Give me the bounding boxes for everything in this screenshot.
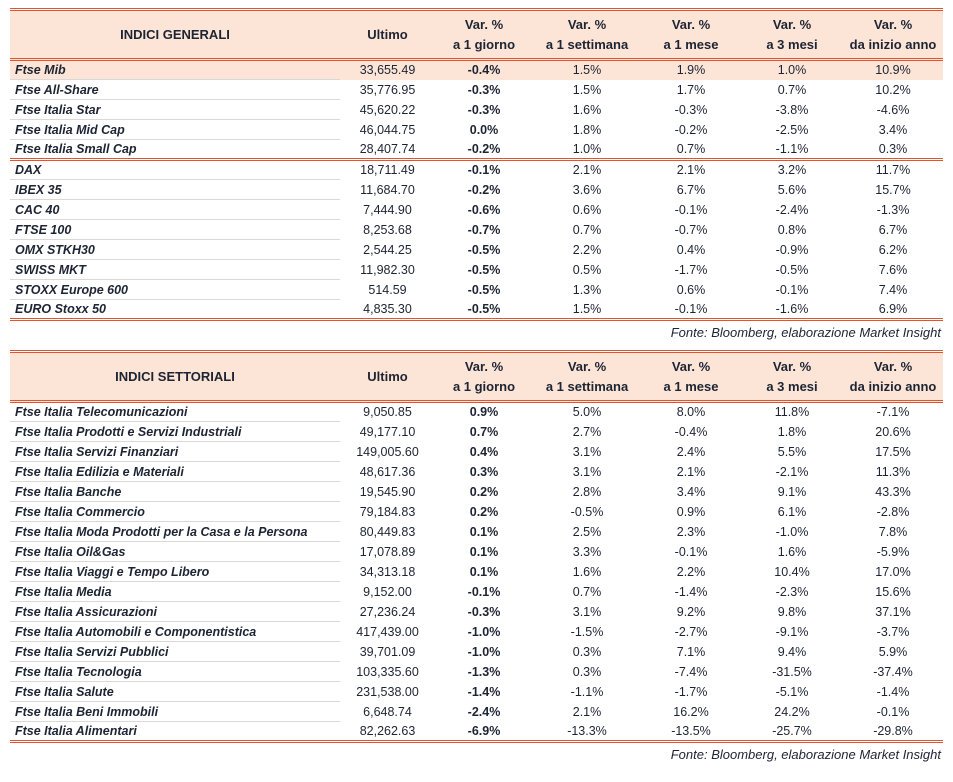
table-row	[10, 722, 943, 742]
index-name-cell: Ftse Italia Banche	[10, 482, 340, 502]
value-cell: 103,335.60	[356, 664, 419, 679]
value-cell: -1.0%	[775, 524, 809, 539]
value-cell: 231,538.00	[356, 684, 419, 699]
table-row	[10, 522, 943, 542]
value-cell: 49,177.10	[359, 424, 416, 439]
value-cell: 0.7%	[572, 584, 602, 599]
var-label: Var. %	[464, 359, 504, 374]
value-cell: 7.1%	[676, 644, 706, 659]
value-cell: -2.4%	[775, 202, 809, 217]
value-cell: -25.7%	[741, 722, 843, 742]
value-cell: 4,835.30	[340, 300, 435, 320]
table-title: INDICI GENERALI	[10, 10, 340, 60]
table-row	[10, 402, 943, 422]
value-cell: -1.5%	[570, 624, 604, 639]
value-cell: -2.4%	[467, 704, 501, 719]
value-cell: 0.6%	[572, 202, 602, 217]
value-cell: -0.1%	[876, 704, 910, 719]
value-cell: 33,655.49	[340, 60, 435, 80]
index-name-cell: Ftse Italia Oil&Gas	[10, 542, 340, 562]
value-cell: 1.6%	[572, 564, 602, 579]
value-cell: 9,152.00	[363, 584, 412, 599]
col-header-ultimo: Ultimo	[340, 352, 435, 402]
value-cell: 7.4%	[878, 282, 908, 297]
value-cell: -29.8%	[843, 722, 943, 742]
value-cell: 24.2%	[774, 704, 810, 719]
value-cell: 2,544.25	[363, 242, 412, 257]
value-cell: 3.1%	[572, 444, 602, 459]
value-cell: 11.8%	[774, 405, 810, 420]
value-cell: 1.3%	[572, 282, 602, 297]
value-cell: 2.2%	[676, 564, 706, 579]
value-cell: 9.2%	[676, 604, 706, 619]
col-header-var-ytd	[843, 10, 943, 60]
value-cell: -1.1%	[775, 141, 809, 156]
var-label: Var. %	[567, 359, 607, 374]
value-cell: 10.4%	[774, 564, 810, 579]
value-cell: 2.1%	[676, 464, 706, 479]
value-cell: -0.5%	[775, 262, 809, 277]
value-cell: 2.5%	[572, 524, 602, 539]
value-cell: 2.1%	[572, 704, 602, 719]
value-cell: -0.5%	[570, 504, 604, 519]
table-row	[10, 300, 943, 320]
index-name-cell: Ftse Italia Mid Cap	[10, 120, 340, 140]
value-cell: 37.1%	[875, 604, 911, 619]
table-row	[10, 602, 943, 622]
value-cell: -0.3%	[467, 82, 501, 97]
table-row	[10, 140, 943, 160]
value-cell: -2.5%	[775, 122, 809, 137]
value-cell: 2.1%	[641, 160, 741, 180]
value-cell: 3.1%	[572, 604, 602, 619]
value-cell: 0.2%	[469, 504, 499, 519]
value-cell: -0.5%	[467, 262, 501, 277]
table-row	[10, 462, 943, 482]
value-cell: 0.7%	[572, 222, 602, 237]
value-cell: -13.5%	[641, 722, 741, 742]
value-cell: -3.8%	[775, 102, 809, 117]
value-cell: 0.8%	[777, 222, 807, 237]
value-cell: 1.6%	[777, 544, 807, 559]
value-cell: -1.1%	[570, 684, 604, 699]
value-cell: -1.3%	[876, 202, 910, 217]
value-cell: -0.2%	[467, 182, 501, 197]
value-cell: 9.1%	[777, 484, 807, 499]
table-row	[10, 80, 943, 100]
col-header-ultimo: Ultimo	[340, 10, 435, 60]
header-row	[10, 10, 943, 60]
var-label: Var. %	[671, 17, 711, 32]
value-cell: -2.8%	[876, 504, 910, 519]
index-name-cell: Ftse Italia Edilizia e Materiali	[10, 462, 340, 482]
value-cell: 0.5%	[572, 262, 602, 277]
value-cell: 3.1%	[572, 464, 602, 479]
value-cell: 1.9%	[641, 60, 741, 80]
value-cell: 0.4%	[676, 242, 706, 257]
period-label: a 1 mese	[663, 378, 719, 394]
value-cell: -2.1%	[775, 464, 809, 479]
value-cell: 0.7%	[676, 141, 706, 156]
value-cell: 2.4%	[676, 444, 706, 459]
col-header-var-3m	[741, 10, 843, 60]
table-row	[10, 422, 943, 442]
table-row	[10, 482, 943, 502]
index-name-cell: Ftse Italia Media	[10, 582, 340, 602]
value-cell: 45,620.22	[359, 102, 416, 117]
value-cell: -0.3%	[467, 102, 501, 117]
value-cell: -4.6%	[876, 102, 910, 117]
index-name-cell: Ftse Italia Alimentari	[10, 722, 340, 742]
value-cell: 17,078.89	[359, 544, 416, 559]
index-name-cell: SWISS MKT	[10, 260, 340, 280]
value-cell: 9.4%	[777, 644, 807, 659]
index-name-cell: Ftse Italia Commercio	[10, 502, 340, 522]
value-cell: -0.9%	[775, 242, 809, 257]
value-cell: -0.3%	[674, 102, 708, 117]
value-cell: 9.8%	[777, 604, 807, 619]
table-row	[10, 682, 943, 702]
value-cell: -31.5%	[772, 664, 812, 679]
value-cell: 1.5%	[533, 60, 641, 80]
col-header-var-1m	[641, 10, 741, 60]
index-name-cell: IBEX 35	[10, 180, 340, 200]
value-cell: 3.4%	[878, 122, 908, 137]
value-cell: 17.0%	[875, 564, 911, 579]
col-header-var-1d	[435, 352, 533, 402]
value-cell: 28,407.74	[359, 141, 416, 156]
value-cell: 82,262.63	[340, 722, 435, 742]
value-cell: -0.5%	[467, 282, 501, 297]
value-cell: 0.3%	[572, 664, 602, 679]
value-cell: -1.0%	[467, 624, 501, 639]
table-row	[10, 442, 943, 462]
value-cell: 11.3%	[875, 464, 911, 479]
col-header-var-1w	[533, 10, 641, 60]
value-cell: 6.7%	[878, 222, 908, 237]
value-cell: 417,439.00	[356, 624, 419, 639]
index-name-cell: Ftse Italia Viaggi e Tempo Libero	[10, 562, 340, 582]
value-cell: 5.6%	[777, 182, 807, 197]
general-indices-header	[10, 10, 943, 60]
value-cell: -0.7%	[674, 222, 708, 237]
value-cell: 0.3%	[878, 141, 908, 156]
col-header-var-1w	[533, 352, 641, 402]
value-cell: -0.5%	[435, 300, 533, 320]
value-cell: 20.6%	[875, 424, 911, 439]
table-row	[10, 200, 943, 220]
value-cell: 5.0%	[572, 405, 602, 420]
value-cell: 1.5%	[572, 82, 602, 97]
value-cell: 16.2%	[673, 704, 709, 719]
value-cell: 1.8%	[777, 424, 807, 439]
index-name-cell: EURO Stoxx 50	[10, 300, 340, 320]
value-cell: -1.7%	[674, 262, 708, 277]
value-cell: -0.7%	[467, 222, 501, 237]
general-indices-table	[10, 8, 943, 321]
index-name-cell: Ftse Italia Tecnologia	[10, 662, 340, 682]
value-cell: 19,545.90	[359, 484, 416, 499]
value-cell: 18,711.49	[340, 160, 435, 180]
index-name-cell: CAC 40	[10, 200, 340, 220]
period-label: a 1 settimana	[545, 378, 629, 394]
value-cell: 0.4%	[469, 444, 499, 459]
period-label: a 1 settimana	[545, 36, 629, 52]
index-name-cell: OMX STKH30	[10, 240, 340, 260]
value-cell: 514.59	[368, 282, 407, 297]
value-cell: 149,005.60	[356, 444, 419, 459]
source-note: Fonte: Bloomberg, elaborazione Market Insight	[670, 747, 941, 762]
value-cell: -0.1%	[641, 300, 741, 320]
value-cell: 0.3%	[469, 464, 499, 479]
table-row	[10, 502, 943, 522]
value-cell: 43.3%	[875, 484, 911, 499]
index-name-cell: Ftse Mib	[10, 60, 340, 80]
sector-indices-section	[10, 350, 943, 768]
value-cell: 3.3%	[572, 544, 602, 559]
value-cell: -0.1%	[674, 202, 708, 217]
sector-indices-table	[10, 350, 943, 743]
value-cell: -3.7%	[876, 624, 910, 639]
value-cell: 8,253.68	[363, 222, 412, 237]
value-cell: 0.7%	[777, 82, 807, 97]
index-name-cell: Ftse Italia Prodotti e Servizi Industriali	[10, 422, 340, 442]
value-cell: 39,701.09	[359, 644, 416, 659]
value-cell: 2.3%	[676, 524, 706, 539]
index-name-cell: Ftse Italia Moda Prodotti per la Casa e la Persona	[10, 522, 340, 542]
value-cell: 0.6%	[676, 282, 706, 297]
value-cell: 1.6%	[572, 102, 602, 117]
value-cell: 2.7%	[572, 424, 602, 439]
table-row	[10, 582, 943, 602]
value-cell: 11,982.30	[360, 262, 415, 277]
value-cell: 0.1%	[469, 564, 499, 579]
value-cell: -0.4%	[674, 424, 708, 439]
value-cell: -37.4%	[873, 664, 913, 679]
table-row	[10, 180, 943, 200]
index-name-cell: DAX	[10, 160, 340, 180]
index-name-cell: Ftse Italia Beni Immobili	[10, 702, 340, 722]
index-name-cell: Ftse Italia Small Cap	[10, 140, 340, 160]
value-cell: -0.1%	[775, 282, 809, 297]
value-cell: -2.7%	[674, 624, 708, 639]
value-cell: 27,236.24	[359, 604, 416, 619]
value-cell: 11,684.70	[360, 182, 415, 197]
value-cell: 0.9%	[469, 405, 499, 420]
value-cell: 79,184.83	[359, 504, 416, 519]
period-label: da inizio anno	[849, 36, 937, 52]
table-title: INDICI SETTORIALI	[10, 352, 340, 402]
value-cell: 6.2%	[878, 242, 908, 257]
value-cell: 7.8%	[878, 524, 908, 539]
value-cell: -0.2%	[674, 122, 708, 137]
period-label: da inizio anno	[849, 378, 937, 394]
value-cell: 3.4%	[676, 484, 706, 499]
index-name-cell: STOXX Europe 600	[10, 280, 340, 300]
value-cell: 6.7%	[676, 182, 706, 197]
table-row	[10, 240, 943, 260]
value-cell: 15.7%	[875, 182, 911, 197]
value-cell: 80,449.83	[359, 524, 416, 539]
value-cell: 6.1%	[777, 504, 807, 519]
value-cell: 10.2%	[875, 82, 911, 97]
value-cell: 0.2%	[469, 484, 499, 499]
value-cell: -1.3%	[467, 664, 501, 679]
value-cell: 35,776.95	[359, 82, 416, 97]
index-name-cell: Ftse Italia Servizi Finanziari	[10, 442, 340, 462]
value-cell: 1.5%	[533, 300, 641, 320]
value-cell: 0.0%	[469, 122, 499, 137]
col-header-var-3m	[741, 352, 843, 402]
table-row	[10, 622, 943, 642]
value-cell: 1.0%	[741, 60, 843, 80]
var-label: Var. %	[772, 359, 812, 374]
header-row	[10, 352, 943, 402]
value-cell: 6.9%	[843, 300, 943, 320]
value-cell: 5.5%	[777, 444, 807, 459]
value-cell: 7.6%	[878, 262, 908, 277]
sector-indices-header	[10, 352, 943, 402]
value-cell: -1.4%	[876, 684, 910, 699]
var-label: Var. %	[464, 17, 504, 32]
table-row	[10, 642, 943, 662]
source-note: Fonte: Bloomberg, elaborazione Market Insight	[670, 325, 941, 340]
value-cell: 15.6%	[875, 584, 911, 599]
value-cell: 1.0%	[572, 141, 602, 156]
value-cell: -6.9%	[435, 722, 533, 742]
value-cell: 0.7%	[469, 424, 499, 439]
var-label: Var. %	[873, 17, 913, 32]
period-label: a 1 giorno	[452, 378, 516, 394]
table-row	[10, 120, 943, 140]
table-row	[10, 260, 943, 280]
value-cell: -0.1%	[674, 544, 708, 559]
general-indices-section	[10, 8, 943, 346]
value-cell: -5.9%	[876, 544, 910, 559]
index-name-cell: Ftse Italia Automobili e Componentistica	[10, 622, 340, 642]
value-cell: 8.0%	[676, 405, 706, 420]
value-cell: 0.1%	[469, 544, 499, 559]
value-cell: -0.3%	[467, 604, 501, 619]
table-row	[10, 160, 943, 180]
value-cell: -0.5%	[467, 242, 501, 257]
value-cell: 0.1%	[469, 524, 499, 539]
table-row	[10, 100, 943, 120]
value-cell: 34,313.18	[359, 564, 416, 579]
value-cell: 6,648.74	[363, 704, 412, 719]
value-cell: -5.1%	[775, 684, 809, 699]
value-cell: -13.3%	[533, 722, 641, 742]
value-cell: -7.1%	[876, 405, 910, 420]
value-cell: 3.6%	[572, 182, 602, 197]
value-cell: -1.7%	[674, 684, 708, 699]
table-row	[10, 280, 943, 300]
value-cell: 0.9%	[676, 504, 706, 519]
index-name-cell: Ftse Italia Telecomunicazioni	[10, 402, 340, 422]
var-label: Var. %	[671, 359, 711, 374]
index-name-cell: FTSE 100	[10, 220, 340, 240]
value-cell: 1.7%	[676, 82, 706, 97]
value-cell: -7.4%	[674, 664, 708, 679]
table-row	[10, 562, 943, 582]
general-indices-body	[10, 60, 943, 320]
col-header-var-1d	[435, 10, 533, 60]
period-label: a 1 mese	[663, 36, 719, 52]
value-cell: 5.9%	[878, 644, 908, 659]
value-cell: 48,617.36	[359, 464, 416, 479]
value-cell: 17.5%	[875, 444, 911, 459]
table-row	[10, 662, 943, 682]
value-cell: 10.9%	[843, 60, 943, 80]
value-cell: -1.0%	[467, 644, 501, 659]
value-cell: 0.3%	[572, 644, 602, 659]
value-cell: 2.1%	[533, 160, 641, 180]
value-cell: 1.8%	[572, 122, 602, 137]
value-cell: 11.7%	[843, 160, 943, 180]
value-cell: 2.8%	[572, 484, 602, 499]
value-cell: -1.6%	[741, 300, 843, 320]
period-label: a 1 giorno	[452, 36, 516, 52]
index-name-cell: Ftse Italia Assicurazioni	[10, 602, 340, 622]
value-cell: -0.1%	[467, 584, 501, 599]
value-cell: -0.2%	[467, 141, 501, 156]
table-row	[10, 542, 943, 562]
sector-indices-body	[10, 402, 943, 742]
period-label: a 3 mesi	[766, 378, 818, 394]
table-row	[10, 702, 943, 722]
index-name-cell: Ftse Italia Star	[10, 100, 340, 120]
value-cell: 2.2%	[572, 242, 602, 257]
value-cell: -1.4%	[467, 684, 501, 699]
value-cell: 9,050.85	[363, 405, 412, 420]
period-label: a 3 mesi	[766, 36, 818, 52]
col-header-var-1m	[641, 352, 741, 402]
value-cell: -0.6%	[467, 202, 501, 217]
index-name-cell: Ftse Italia Servizi Pubblici	[10, 642, 340, 662]
value-cell: -0.1%	[435, 160, 533, 180]
value-cell: -0.4%	[435, 60, 533, 80]
value-cell: 46,044.75	[359, 122, 416, 137]
var-label: Var. %	[772, 17, 812, 32]
var-label: Var. %	[567, 17, 607, 32]
table-row	[10, 220, 943, 240]
var-label: Var. %	[873, 359, 913, 374]
table-row	[10, 60, 943, 80]
value-cell: -2.3%	[775, 584, 809, 599]
value-cell: 7,444.90	[363, 202, 412, 217]
value-cell: 3.2%	[741, 160, 843, 180]
value-cell: -9.1%	[775, 624, 809, 639]
col-header-var-ytd	[843, 352, 943, 402]
value-cell: -1.4%	[674, 584, 708, 599]
index-name-cell: Ftse Italia Salute	[10, 682, 340, 702]
index-name-cell: Ftse All-Share	[10, 80, 340, 100]
